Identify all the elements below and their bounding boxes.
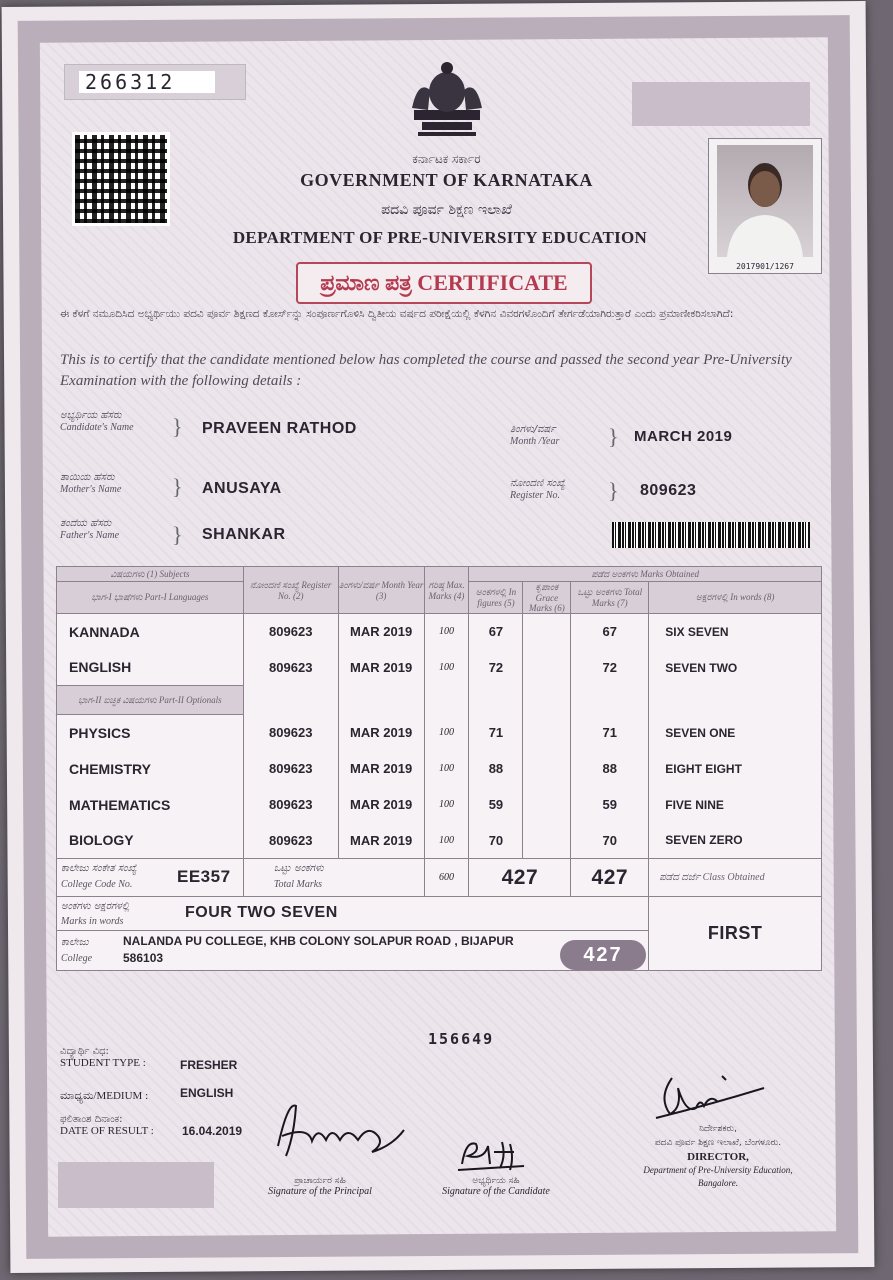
header-obtained: ಪಡೆದ ಅಂಕಗಳು Marks Obtained <box>469 567 822 582</box>
table-row <box>57 823 822 859</box>
marks-cell: 72 <box>469 650 523 686</box>
max-cell: 100 <box>424 823 469 859</box>
candidate-signature-icon <box>454 1134 534 1178</box>
marks-cell: 71 <box>469 715 523 751</box>
subject-cell: BIOLOGY <box>57 823 244 859</box>
header-part2: ಭಾಗ-II ಐಚ್ಛಿಕ ವಿಷಯಗಳು Part-II Optionals <box>57 686 244 715</box>
totals-row <box>57 859 822 897</box>
college-cell: ಕಾಲೇಜು College NALANDA PU COLLEGE, KHB COLONY SOLAPUR ROAD , BIJAPUR 586103 <box>57 931 649 971</box>
header-words: ಅಕ್ಷರಗಳಲ್ಲಿ In words (8) <box>649 582 822 614</box>
grace-cell <box>523 715 571 751</box>
header-total: ಒಟ್ಟು ಅಂಕಗಳು Total Marks (7) <box>571 582 649 614</box>
principal-signature-label: ಪ್ರಾಚಾರ್ಯರ ಸಹಿ Signature of the Principal <box>268 1176 372 1197</box>
director-block: ನಿರ್ದೇಶಕರು, ಪದವಿ ಪೂರ್ವ ಶಿಕ್ಷಣ ಇಲಾಖೆ, ಬೆಂಗಳೂರು. DIRECTOR, Department of Pre-University Education, Bangalore. <box>643 1124 793 1188</box>
class-label: ಪಡೆದ ದರ್ಜೆ Class Obtained <box>649 859 822 897</box>
words-cell: ಅಂಕಗಳು ಅಕ್ಷರಗಳಲ್ಲಿ Marks in words FOUR TWO SEVEN <box>57 897 649 931</box>
header-max: ಗರಿಷ್ಠ Max. Marks (4) <box>424 567 469 614</box>
max-cell: 100 <box>424 650 469 686</box>
month-label: ತಿಂಗಳು/ವರ್ಷ Month /Year <box>510 424 560 447</box>
redacted-box <box>632 82 810 126</box>
words-cell: FIVE NINE <box>649 787 822 823</box>
director-signature-icon <box>652 1068 772 1124</box>
register-cell: 809623 <box>243 614 338 650</box>
college-code: EE357 <box>177 867 231 886</box>
govt-title-kannada: ಕರ್ನಾಟಕ ಸರ್ಕಾರ <box>412 152 481 166</box>
total-max: 600 <box>424 859 469 897</box>
words-cell: SEVEN ONE <box>649 715 822 751</box>
total-cell: 70 <box>571 823 649 859</box>
govt-title: GOVERNMENT OF KARNATAKA <box>300 170 593 190</box>
max-cell: 100 <box>424 715 469 751</box>
month-cell: MAR 2019 <box>338 787 424 823</box>
grace-cell <box>523 787 571 823</box>
class-obtained: FIRST <box>649 897 822 971</box>
header-grace: ಕೃಪಾಂಕ Grace Marks (6) <box>523 582 571 614</box>
words-cell: SEVEN ZERO <box>649 823 822 859</box>
table-row <box>57 614 822 650</box>
marks-cell: 59 <box>469 787 523 823</box>
candidate-photo <box>708 138 822 274</box>
total-cell: 88 <box>571 751 649 787</box>
marks-cell: 70 <box>469 823 523 859</box>
candidate-name: PRAVEEN RATHOD <box>202 420 357 437</box>
medium-label: ಮಾಧ್ಯಮ/MEDIUM : <box>60 1090 149 1102</box>
register-label: ನೋಂದಣಿ ಸಂಖ್ಯೆ Register No. <box>510 478 566 501</box>
part1-rows <box>57 614 822 686</box>
total-cell: 72 <box>571 650 649 686</box>
marks-in-words: FOUR TWO SEVEN <box>185 904 338 921</box>
words-cell: SEVEN TWO <box>649 650 822 686</box>
brace: } <box>172 522 183 547</box>
medium: ENGLISH <box>180 1086 234 1100</box>
header-subjects: ವಿಷಯಗಳು (1) Subjects <box>57 567 244 582</box>
subject-cell: MATHEMATICS <box>57 787 244 823</box>
barcode-icon <box>612 522 810 548</box>
total-stamp: 427 <box>560 940 646 970</box>
redacted-box <box>58 1162 214 1208</box>
register-cell: 809623 <box>243 823 338 859</box>
student-type: FRESHER <box>180 1058 238 1072</box>
header-figures: ಅಂಕಗಳಲ್ಲಿ In figures (5) <box>469 582 523 614</box>
candidate-signature-label: ಅಭ್ಯರ್ಥಿಯ ಸಹಿ Signature of the Candidate <box>442 1176 550 1197</box>
grace-cell <box>523 614 571 650</box>
intro-kannada: ಈ ಕೆಳಗೆ ನಮೂದಿಸಿದ ಅಭ್ಯರ್ಥಿಯು ಪದವಿ ಪೂರ್ವ ಶಿಕ್ಷಣದ ಕೋರ್ಸ್‌ನ್ನು ಸಂಪೂರ್ಣಗೊಳಿಸಿ ದ್ವಿತೀಯ ವರ್ಷದ ಪರೀಕ್ಷೆಯಲ್ಲಿ ಕೆಳಗಿನ ವಿವರಗಳೊಂದಿಗೆ ತೇರ್ಗಡೆಯಾಗಿರುತ್ತಾರೆ ಎಂದು ಪ್ರಮಾಣೀಕರಿಸಲಾಗಿದೆ: <box>60 308 734 320</box>
brace: } <box>608 478 619 503</box>
brace: } <box>172 474 183 499</box>
dept-title-kannada: ಪದವಿ ಪೂರ್ವ ಶಿಕ್ಷಣ ಇಲಾಖೆ <box>381 202 512 218</box>
total-final: 427 <box>571 859 649 897</box>
words-cell: SIX SEVEN <box>649 614 822 650</box>
register-cell: 809623 <box>243 787 338 823</box>
serial-number-box <box>64 64 246 100</box>
total-cell: 67 <box>571 614 649 650</box>
table-row <box>57 751 822 787</box>
certificate-title: ಪ್ರಮಾಣ ಪತ್ರ CERTIFICATE <box>296 262 592 304</box>
total-marks: 427 <box>469 859 571 897</box>
father-label: ತಂದೆಯ ಹೆಸರು Father's Name <box>60 518 120 541</box>
subject-cell: PHYSICS <box>57 715 244 751</box>
college-code-cell: ಕಾಲೇಜು ಸಂಕೇತ ಸಂಖ್ಯೆ College Code No. EE357 <box>57 859 244 897</box>
subject-cell: KANNADA <box>57 614 244 650</box>
marks-cell: 67 <box>469 614 523 650</box>
marks-table <box>56 566 822 971</box>
part2-header-row <box>57 686 822 715</box>
subject-cell: ENGLISH <box>57 650 244 686</box>
student-type-label: ವಿದ್ಯಾರ್ಥಿ ವಿಧ: STUDENT TYPE : <box>60 1046 146 1069</box>
result-date: 16.04.2019 <box>182 1124 243 1138</box>
register-cell: 809623 <box>243 650 338 686</box>
marks-cell: 88 <box>469 751 523 787</box>
header-register: ನೋಂದಣಿ ಸಂಖ್ಯೆ Register No. (2) <box>243 567 338 614</box>
max-cell: 100 <box>424 751 469 787</box>
month-cell: MAR 2019 <box>338 650 424 686</box>
grace-cell <box>523 751 571 787</box>
month-cell: MAR 2019 <box>338 715 424 751</box>
subject-cell: CHEMISTRY <box>57 751 244 787</box>
words-cell: EIGHT EIGHT <box>649 751 822 787</box>
total-cell: 71 <box>571 715 649 751</box>
month-cell: MAR 2019 <box>338 823 424 859</box>
part2-rows <box>57 715 822 859</box>
register-number: 809623 <box>640 482 697 499</box>
dept-title: DEPARTMENT OF PRE-UNIVERSITY EDUCATION <box>232 228 648 247</box>
principal-signature-icon <box>268 1096 408 1166</box>
karnataka-emblem-icon <box>404 60 490 140</box>
month-cell: MAR 2019 <box>338 751 424 787</box>
month-cell: MAR 2019 <box>338 614 424 650</box>
table-header-row <box>57 567 822 582</box>
total-label-cell: ಒಟ್ಟು ಅಂಕಗಳು Total Marks <box>243 859 424 897</box>
photo-caption: 2017901/1267 <box>736 262 794 271</box>
header-part1: ಭಾಗ-I ಭಾಷೆಗಳು Part-I Languages <box>57 582 244 614</box>
serial-number: 266312 <box>79 71 215 93</box>
max-cell: 100 <box>424 614 469 650</box>
college-pin: 586103 <box>123 951 164 965</box>
register-cell: 809623 <box>243 751 338 787</box>
words-row <box>57 897 822 931</box>
table-row <box>57 787 822 823</box>
father-name: SHANKAR <box>202 526 286 543</box>
month-year: MARCH 2019 <box>634 428 733 445</box>
brace: } <box>172 414 183 439</box>
document-number: 156649 <box>428 1030 495 1048</box>
mother-name: ANUSAYA <box>202 480 282 497</box>
table-row <box>57 715 822 751</box>
header-month: ತಿಂಗಳು/ವರ್ಷ Month Year (3) <box>338 567 424 614</box>
name-label: ಅಭ್ಯರ್ಥಿಯ ಹೆಸರು Candidate's Name <box>60 410 134 433</box>
table-row <box>57 650 822 686</box>
grace-cell <box>523 650 571 686</box>
grace-cell <box>523 823 571 859</box>
max-cell: 100 <box>424 787 469 823</box>
mother-label: ತಾಯಿಯ ಹೆಸರು Mother's Name <box>60 472 122 495</box>
total-cell: 59 <box>571 787 649 823</box>
brace: } <box>608 424 619 449</box>
college-name: NALANDA PU COLLEGE, KHB COLONY SOLAPUR ROAD , BIJAPUR <box>123 934 514 948</box>
register-cell: 809623 <box>243 715 338 751</box>
intro-english: This is to certify that the candidate mentioned below has completed the course and passed the second year Pre-University Examination with the following details : <box>60 352 792 389</box>
date-label: ಫಲಿತಾಂಶ ದಿನಾಂಕ: DATE OF RESULT : <box>60 1114 154 1137</box>
